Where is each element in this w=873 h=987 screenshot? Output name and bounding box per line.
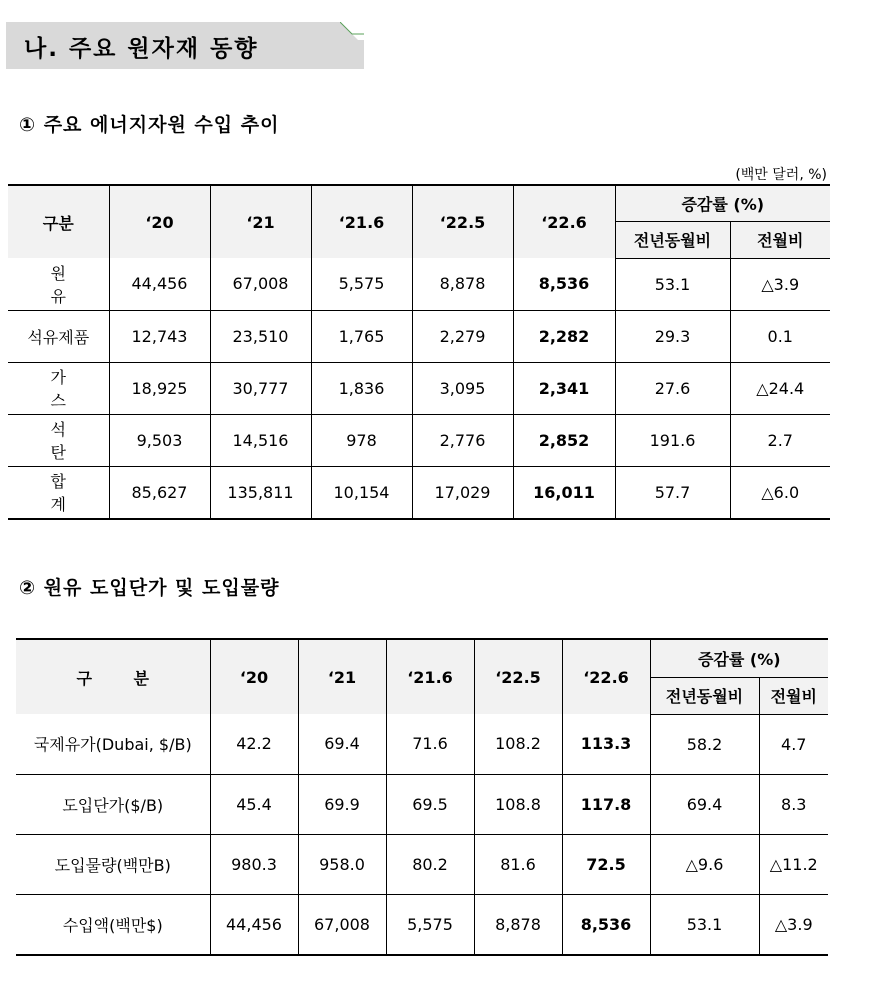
cell-mom: 2.7	[730, 414, 830, 466]
cell-value-current: 2,282	[513, 310, 615, 362]
header-period: ‘22.5	[412, 185, 513, 258]
cell-value: 85,627	[109, 466, 210, 519]
header-period: ‘22.5	[474, 639, 562, 714]
cell-value: 44,456	[210, 894, 298, 955]
header-mom: 전월비	[730, 221, 830, 258]
row-label: 도입단가($/B)	[16, 774, 210, 834]
header-yoy: 전년동월비	[650, 677, 759, 714]
cell-mom: △3.9	[759, 894, 828, 955]
header-period: ‘20	[109, 185, 210, 258]
cell-value: 2,279	[412, 310, 513, 362]
cell-value: 8,878	[412, 258, 513, 310]
cell-value: 69.5	[386, 774, 474, 834]
section-heading: 나. 주요 원자재 동향	[24, 36, 259, 62]
cell-value: 5,575	[386, 894, 474, 955]
row-label: 합 계	[8, 466, 109, 519]
cell-value: 8,878	[474, 894, 562, 955]
cell-value-current: 2,341	[513, 362, 615, 414]
cell-value: 81.6	[474, 834, 562, 894]
cell-mom: △6.0	[730, 466, 830, 519]
cell-mom: 0.1	[730, 310, 830, 362]
cell-value: 958.0	[298, 834, 386, 894]
row-label: 석 탄	[8, 414, 109, 466]
cell-value: 14,516	[210, 414, 311, 466]
cell-yoy: △9.6	[650, 834, 759, 894]
cell-value: 12,743	[109, 310, 210, 362]
header-mom: 전월비	[759, 677, 828, 714]
row-label: 원 유	[8, 258, 109, 310]
cell-value: 23,510	[210, 310, 311, 362]
cell-value: 1,765	[311, 310, 412, 362]
header-yoy: 전년동월비	[615, 221, 730, 258]
table-row	[16, 894, 828, 955]
folded-corner-icon	[340, 22, 364, 46]
cell-yoy: 191.6	[615, 414, 730, 466]
cell-mom: △24.4	[730, 362, 830, 414]
energy-import-table	[8, 184, 830, 520]
header-period: ‘20	[210, 639, 298, 714]
cell-yoy: 27.6	[615, 362, 730, 414]
cell-yoy: 53.1	[650, 894, 759, 955]
cell-value: 5,575	[311, 258, 412, 310]
cell-mom: 8.3	[759, 774, 828, 834]
cell-value-current: 117.8	[562, 774, 650, 834]
cell-value: 9,503	[109, 414, 210, 466]
header-period: ‘21.6	[386, 639, 474, 714]
cell-value: 67,008	[210, 258, 311, 310]
table-row	[8, 414, 830, 466]
energy-section-title: ① 주요 에너지자원 수입 추이	[19, 114, 280, 136]
cell-value: 80.2	[386, 834, 474, 894]
cell-value: 135,811	[210, 466, 311, 519]
cell-value: 18,925	[109, 362, 210, 414]
table-row-total	[8, 466, 830, 519]
table-row	[8, 362, 830, 414]
cell-value: 2,776	[412, 414, 513, 466]
cell-value: 30,777	[210, 362, 311, 414]
cell-yoy: 69.4	[650, 774, 759, 834]
cell-value: 71.6	[386, 714, 474, 774]
cell-value: 69.4	[298, 714, 386, 774]
row-label: 수입액(백만$)	[16, 894, 210, 955]
unit-label: (백만 달러, %)	[735, 167, 827, 183]
header-period: ‘21	[210, 185, 311, 258]
cell-value-current: 72.5	[562, 834, 650, 894]
section-heading-banner	[6, 22, 364, 69]
cell-value-current: 8,536	[562, 894, 650, 955]
cell-value: 17,029	[412, 466, 513, 519]
cell-value: 978	[311, 414, 412, 466]
cell-value-current: 113.3	[562, 714, 650, 774]
cell-value: 69.9	[298, 774, 386, 834]
crude-oil-table	[16, 638, 828, 956]
header-period: ‘21.6	[311, 185, 412, 258]
cell-yoy: 57.7	[615, 466, 730, 519]
cell-value: 1,836	[311, 362, 412, 414]
table-row	[8, 310, 830, 362]
cell-value: 108.8	[474, 774, 562, 834]
cell-value: 44,456	[109, 258, 210, 310]
header-category: 구 분	[16, 639, 210, 714]
cell-value-current: 16,011	[513, 466, 615, 519]
cell-value: 980.3	[210, 834, 298, 894]
cell-value: 3,095	[412, 362, 513, 414]
row-label: 도입물량(백만B)	[16, 834, 210, 894]
cell-value-current: 8,536	[513, 258, 615, 310]
cell-value: 108.2	[474, 714, 562, 774]
cell-value: 67,008	[298, 894, 386, 955]
cell-value-current: 2,852	[513, 414, 615, 466]
table-row	[16, 834, 828, 894]
cell-mom: 4.7	[759, 714, 828, 774]
row-label: 석유제품	[8, 310, 109, 362]
cell-mom: △3.9	[730, 258, 830, 310]
header-period: ‘21	[298, 639, 386, 714]
cell-value: 10,154	[311, 466, 412, 519]
header-change-group: 증감률 (%)	[650, 639, 828, 677]
cell-yoy: 53.1	[615, 258, 730, 310]
cell-mom: △11.2	[759, 834, 828, 894]
cell-yoy: 58.2	[650, 714, 759, 774]
header-change-group: 증감률 (%)	[615, 185, 830, 221]
table-row	[8, 258, 830, 310]
table-row	[16, 714, 828, 774]
cell-value: 42.2	[210, 714, 298, 774]
header-period: ‘22.6	[513, 185, 615, 258]
cell-yoy: 29.3	[615, 310, 730, 362]
header-period: ‘22.6	[562, 639, 650, 714]
row-label: 국제유가(Dubai, $/B)	[16, 714, 210, 774]
cell-value: 45.4	[210, 774, 298, 834]
row-label: 가 스	[8, 362, 109, 414]
table-row	[16, 774, 828, 834]
header-category: 구분	[8, 185, 109, 258]
crude-section-title: ② 원유 도입단가 및 도입물량	[19, 577, 280, 599]
